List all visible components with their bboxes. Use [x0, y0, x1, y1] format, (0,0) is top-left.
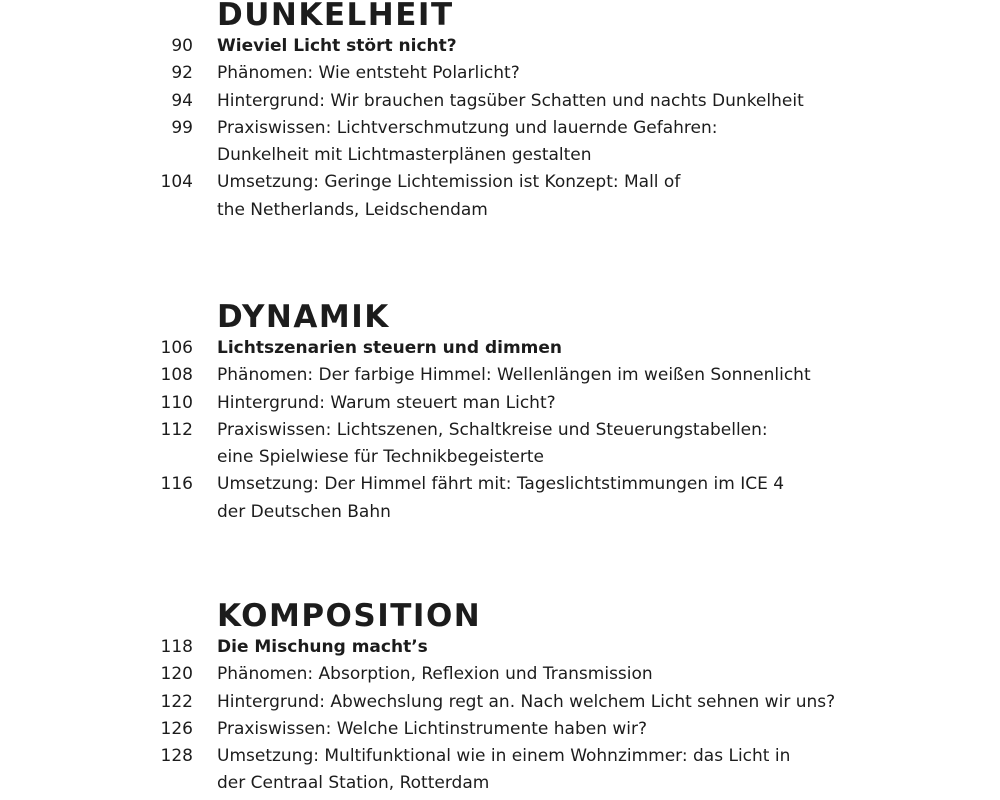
entry-title	[217, 33, 917, 60]
page-number: 94	[171, 90, 193, 111]
entry-line: Umsetzung: Geringe Lichtemission ist Konzept: Mall of	[217, 172, 681, 193]
page-number: 90	[171, 36, 193, 56]
section-title: KOMPOSITION	[217, 598, 482, 634]
entry-line: Hintergrund: Warum steuert man Licht?	[217, 392, 556, 413]
page-number: 116	[160, 474, 193, 495]
page-number: 104	[160, 172, 193, 193]
entry-title	[217, 115, 917, 170]
toc-entry[interactable]	[0, 335, 1000, 362]
entry-line: eine Spielwiese für Technikbegeisterte	[217, 447, 545, 468]
toc-entry[interactable]	[0, 716, 1000, 743]
entry-title	[217, 689, 917, 716]
entry-title	[217, 471, 917, 526]
page-number: 122	[160, 691, 193, 712]
entry-title	[217, 417, 917, 472]
entry-line: Praxiswissen: Welche Lichtinstrumente haben wir?	[217, 718, 648, 739]
section-title: DYNAMIK	[217, 299, 390, 335]
toc-entry[interactable]	[0, 390, 1000, 417]
entry-line: Dunkelheit mit Lichtmasterplänen gestalten	[217, 145, 592, 166]
page-number: 92	[171, 63, 193, 84]
toc-entry[interactable]	[0, 362, 1000, 389]
toc-entry[interactable]	[0, 33, 1000, 60]
section-title: DUNKELHEIT	[217, 0, 454, 33]
entry-line: Umsetzung: Multifunktional wie in einem Wohnzimmer: das Licht in	[217, 746, 791, 767]
page-number: 106	[160, 338, 193, 358]
toc-entry[interactable]	[0, 471, 1000, 526]
entry-line: der Centraal Station, Rotterdam	[217, 773, 490, 794]
toc-entry[interactable]	[0, 60, 1000, 87]
entry-line: Umsetzung: Der Himmel fährt mit: Tageslichtstimmungen im ICE 4	[217, 474, 785, 495]
entry-title	[217, 743, 917, 798]
toc-entry[interactable]	[0, 634, 1000, 661]
toc-entry[interactable]	[0, 115, 1000, 170]
page-number: 110	[160, 392, 193, 413]
page-number: 99	[171, 117, 193, 138]
entry-line: Phänomen: Wie entsteht Polarlicht?	[217, 63, 520, 84]
entry-line: the Netherlands, Leidschendam	[217, 199, 488, 220]
toc-entries	[0, 33, 1000, 224]
toc-entry[interactable]	[0, 689, 1000, 716]
entry-line: der Deutschen Bahn	[217, 501, 391, 522]
toc-entry[interactable]	[0, 417, 1000, 472]
toc-entry[interactable]	[0, 169, 1000, 224]
page-number: 126	[160, 718, 193, 739]
page-number: 108	[160, 365, 193, 386]
entry-title	[217, 60, 917, 87]
page-number: 128	[160, 746, 193, 767]
entry-line: Lichtszenarien steuern und dimmen	[217, 338, 563, 358]
entry-line: Hintergrund: Abwechslung regt an. Nach welchem Licht sehnen wir uns?	[217, 691, 836, 712]
page-number: 118	[160, 637, 193, 657]
entry-title	[217, 362, 917, 389]
entry-title	[217, 661, 917, 688]
entry-line: Praxiswissen: Lichtverschmutzung und lauernde Gefahren:	[217, 117, 718, 138]
entry-line: Hintergrund: Wir brauchen tagsüber Schatten und nachts Dunkelheit	[217, 90, 804, 111]
entry-title	[217, 634, 917, 661]
entry-title	[217, 169, 917, 224]
entry-line: Die Mischung macht’s	[217, 637, 428, 657]
entry-line: Phänomen: Der farbige Himmel: Wellenlängen im weißen Sonnenlicht	[217, 365, 811, 386]
page-number: 112	[160, 419, 193, 440]
toc-entry[interactable]	[0, 88, 1000, 115]
toc-entries	[0, 335, 1000, 526]
toc-entries	[0, 634, 1000, 798]
entry-title	[217, 335, 917, 362]
toc-entry[interactable]	[0, 661, 1000, 688]
entry-title	[217, 88, 917, 115]
entry-line: Wieviel Licht stört nicht?	[217, 36, 457, 56]
toc-entry[interactable]	[0, 743, 1000, 798]
page-number: 120	[160, 664, 193, 685]
entry-title	[217, 390, 917, 417]
entry-line: Praxiswissen: Lichtszenen, Schaltkreise und Steuerungstabellen:	[217, 419, 768, 440]
entry-line: Phänomen: Absorption, Reflexion und Transmission	[217, 664, 653, 685]
entry-title	[217, 716, 917, 743]
